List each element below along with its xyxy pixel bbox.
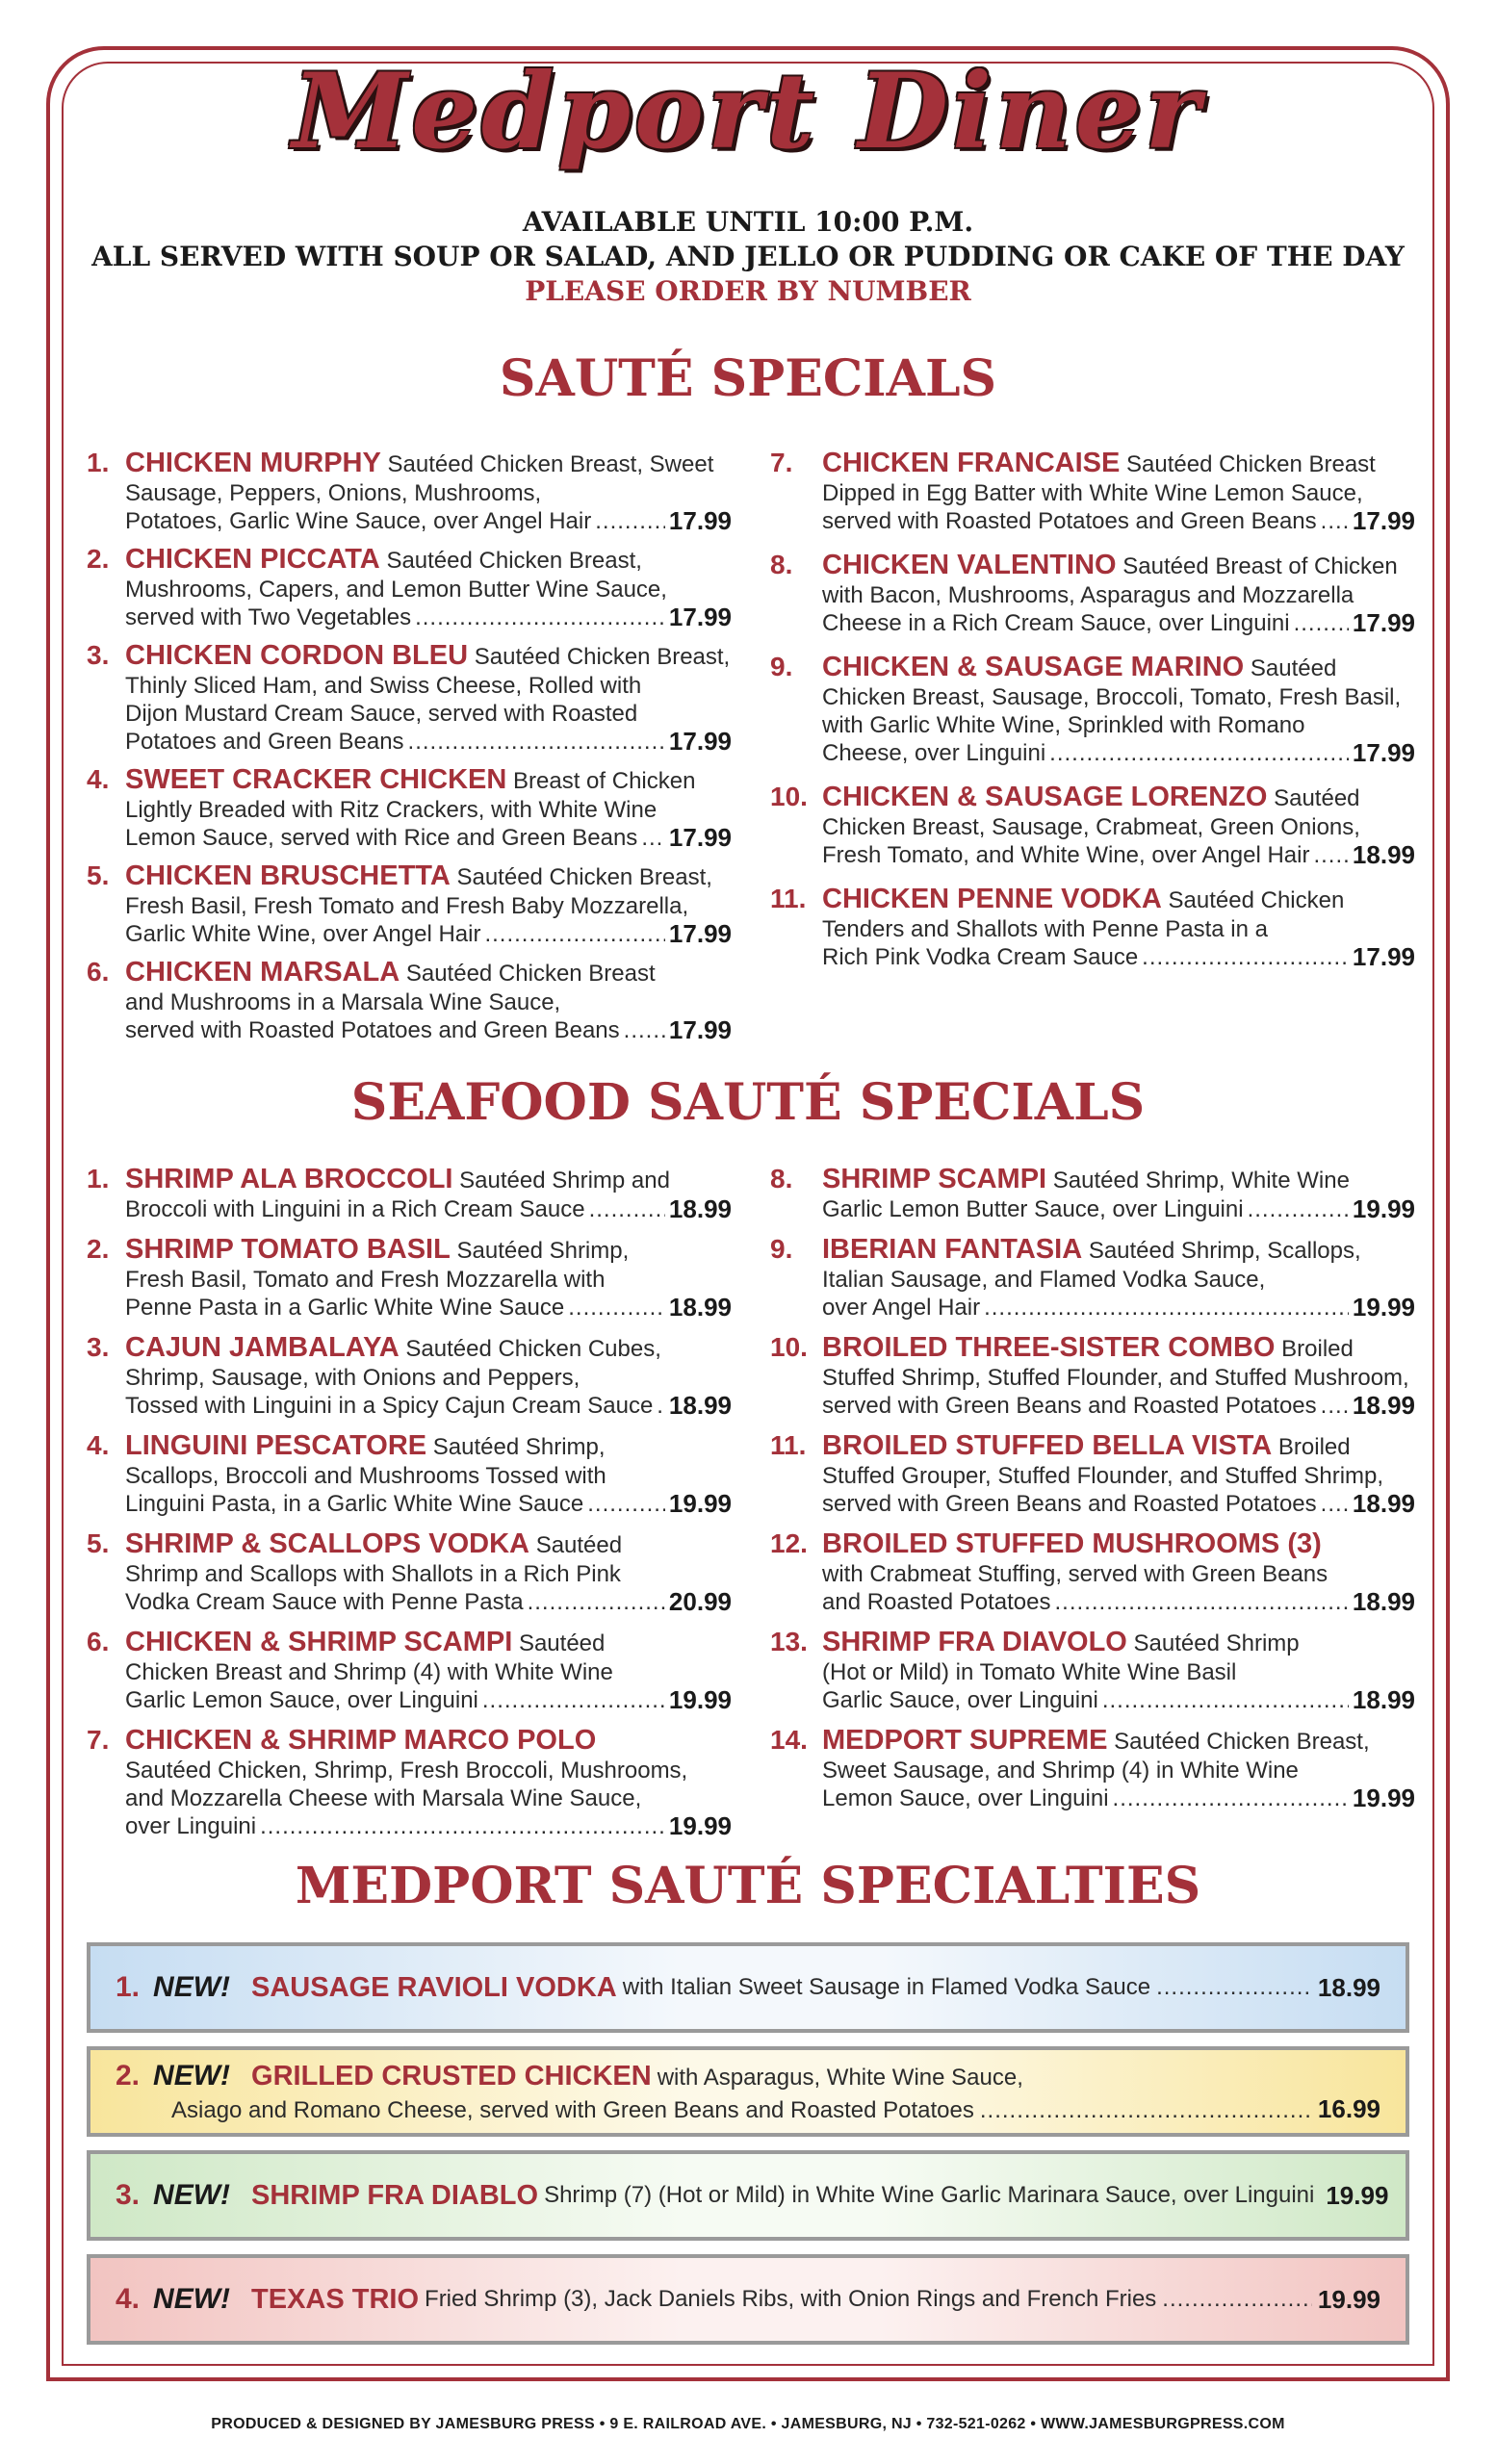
item-price: 19.99	[668, 1489, 732, 1518]
item-name: SHRIMP & SCALLOPS VODKA	[125, 1528, 530, 1559]
item-desc: Sautéed Chicken Breast,	[474, 644, 731, 670]
new-badge: NEW!	[153, 2179, 231, 2211]
item-price: 17.99	[1352, 506, 1415, 535]
seafood-specials-title: SEAFOOD SAUTÉ SPECIALS	[350, 1073, 1146, 1132]
seafood-item-14[interactable]	[770, 1724, 1415, 1812]
seafood-item-13[interactable]	[770, 1626, 1415, 1714]
item-desc: Broiled	[1277, 1434, 1351, 1460]
item-desc: with Italian Sweet Sausage in Flamed Vodka Sauce	[622, 1974, 1151, 2000]
item-number: 4.	[116, 2283, 141, 2315]
item-desc: Sautéed Shrimp,	[432, 1434, 606, 1460]
item-price: 17.99	[668, 919, 732, 948]
leader-dots	[1294, 609, 1349, 637]
item-desc: Rich Pink Vodka Cream Sauce	[822, 944, 1139, 970]
item-desc: served with Green Beans and Roasted Potatoes	[822, 1393, 1317, 1419]
item-price: 19.99	[668, 1685, 732, 1714]
item-price: 18.99	[668, 1391, 732, 1420]
seafood-item-10[interactable]	[770, 1331, 1415, 1420]
item-desc: Sautéed Shrimp,	[456, 1238, 630, 1264]
item-desc: Sautéed	[1250, 655, 1337, 681]
seafood-item-3[interactable]	[87, 1331, 732, 1420]
item-desc: and Roasted Potatoes	[822, 1589, 1051, 1615]
item-name: SHRIMP TOMATO BASIL	[125, 1234, 451, 1265]
item-number: 6.	[87, 1627, 110, 1656]
item-desc: Garlic White Wine, over Angel Hair	[125, 921, 481, 947]
item-desc: Sausage, Peppers, Onions, Mushrooms,	[125, 480, 542, 506]
leader-dots	[641, 824, 665, 852]
item-number: 5.	[87, 1528, 110, 1558]
item-name: CHICKEN PENNE VODKA	[822, 884, 1162, 914]
restaurant-logo: Medport Diner	[292, 51, 1204, 172]
item-number: 12.	[770, 1528, 808, 1558]
item-price: 16.99	[1317, 2094, 1380, 2123]
item-desc: Chicken Breast and Shrimp (4) with White Wine	[125, 1659, 613, 1685]
item-desc: Sweet Sausage, and Shrimp (4) in White Wine	[822, 1758, 1299, 1784]
leader-dots	[1321, 1490, 1349, 1518]
leader-dots	[624, 1016, 665, 1044]
item-desc: Sautéed	[518, 1630, 606, 1656]
leader-dots	[528, 1588, 665, 1616]
item-number: 10.	[770, 782, 808, 811]
item-desc: with Crabmeat Stuffing, served with Green Beans	[822, 1561, 1328, 1587]
leader-dots	[589, 1195, 665, 1223]
order-by-number-line: PLEASE ORDER BY NUMBER	[525, 275, 971, 307]
item-desc: Sautéed Shrimp and	[459, 1168, 670, 1194]
item-desc: Penne Pasta in a Garlic White Wine Sauce	[125, 1295, 565, 1321]
item-desc: Italian Sausage, and Flamed Vodka Sauce,	[822, 1267, 1266, 1293]
item-price: 18.99	[1352, 1685, 1415, 1714]
specialty-item-2[interactable]	[87, 2046, 1409, 2137]
item-name: CHICKEN PICCATA	[125, 544, 380, 575]
item-price: 17.99	[1352, 738, 1415, 767]
item-number: 4.	[87, 1430, 110, 1460]
item-desc: Potatoes and Green Beans	[125, 729, 404, 755]
item-desc: Lemon Sauce, over Linguini	[822, 1785, 1109, 1811]
item-number: 2.	[87, 544, 110, 574]
item-desc: Mushrooms, Capers, and Lemon Butter Wine Sauce,	[125, 577, 667, 603]
item-price: 17.99	[1352, 608, 1415, 637]
item-desc: Garlic Lemon Sauce, over Linguini	[125, 1687, 478, 1713]
item-desc: Sautéed	[535, 1532, 623, 1558]
leader-dots	[1321, 1392, 1349, 1420]
item-name: SHRIMP FRA DIABLO	[251, 2179, 539, 2211]
item-desc: Fried Shrimp (3), Jack Daniels Ribs, with Onion Rings and French Fries	[425, 2286, 1157, 2312]
item-name: TEXAS TRIO	[251, 2283, 420, 2315]
item-desc: Sautéed Chicken Breast,	[386, 548, 642, 574]
item-price: 20.99	[668, 1587, 732, 1616]
leader-dots	[595, 507, 665, 535]
seafood-item-4[interactable]	[87, 1429, 732, 1518]
item-name: SHRIMP ALA BROCCOLI	[125, 1164, 453, 1194]
item-price: 18.99	[1352, 840, 1415, 869]
availability-line: AVAILABLE UNTIL 10:00 P.M.	[522, 206, 974, 238]
item-desc: over Angel Hair	[822, 1295, 981, 1321]
item-price: 19.99	[668, 1811, 732, 1840]
leader-dots	[980, 2097, 1312, 2124]
saute-specials-title: SAUTÉ SPECIALS	[499, 349, 997, 408]
item-desc: Fresh Basil, Tomato and Fresh Mozzarella with	[125, 1267, 606, 1293]
item-desc: (Hot or Mild) in Tomato White Wine Basil	[822, 1659, 1237, 1685]
served-with-line: ALL SERVED WITH SOUP OR SALAD, AND JELLO OR PUDDING OR CAKE OF THE DAY	[91, 241, 1405, 272]
leader-dots	[657, 1392, 665, 1420]
item-desc: served with Two Vegetables	[125, 604, 412, 630]
item-number: 6.	[87, 957, 110, 987]
item-name: MEDPORT SUPREME	[822, 1725, 1108, 1756]
leader-dots	[484, 920, 664, 948]
leader-dots	[1313, 841, 1348, 869]
item-name: SWEET CRACKER CHICKEN	[125, 764, 507, 795]
item-desc: and Mushrooms in a Marsala Wine Sauce,	[125, 989, 561, 1015]
item-name: GRILLED CRUSTED CHICKEN	[251, 2061, 652, 2092]
item-number: 1.	[116, 1971, 141, 2003]
item-desc: Sautéed Shrimp, Scallops,	[1088, 1238, 1361, 1264]
leader-dots	[1102, 1686, 1349, 1714]
leader-dots	[408, 728, 665, 756]
item-desc: Stuffed Shrimp, Stuffed Flounder, and Stuffed Mushroom,	[822, 1365, 1409, 1391]
leader-dots	[260, 1812, 665, 1840]
item-number: 3.	[116, 2179, 141, 2211]
item-desc: Sautéed Shrimp	[1133, 1630, 1300, 1656]
item-desc: Sautéed	[1274, 785, 1360, 811]
item-number: 11.	[770, 884, 807, 913]
item-desc: Vodka Cream Sauce with Penne Pasta	[125, 1589, 524, 1615]
saute-item-10[interactable]	[770, 781, 1415, 869]
seafood-item-5[interactable]	[87, 1527, 732, 1616]
item-price: 19.99	[1352, 1293, 1415, 1322]
item-desc: Sautéed Chicken Breast,	[1114, 1729, 1370, 1755]
item-desc: Sautéed Chicken Cubes,	[405, 1336, 661, 1362]
new-badge: NEW!	[153, 1971, 231, 2003]
new-badge: NEW!	[153, 2060, 231, 2092]
saute-item-11[interactable]	[770, 883, 1415, 971]
leader-dots	[1055, 1588, 1349, 1616]
item-price: 17.99	[668, 823, 732, 852]
leader-dots	[568, 1294, 665, 1322]
seafood-right-column	[770, 1163, 1415, 1812]
leader-dots	[1142, 943, 1349, 971]
item-desc: Tossed with Linguini in a Spicy Cajun Cream Sauce	[125, 1393, 654, 1419]
seafood-left-column	[87, 1163, 732, 1840]
leader-dots	[984, 1294, 1349, 1322]
item-name: BROILED THREE-SISTER COMBO	[822, 1332, 1276, 1363]
item-desc: Potatoes, Garlic Wine Sauce, over Angel Hair	[125, 508, 592, 534]
item-number: 1.	[87, 448, 110, 477]
leader-dots	[1321, 507, 1349, 535]
item-desc: Cheese, over Linguini	[822, 740, 1046, 766]
leader-dots	[587, 1490, 665, 1518]
seafood-item-9[interactable]	[770, 1233, 1415, 1322]
item-price: 18.99	[1352, 1391, 1415, 1420]
item-desc: Garlic Lemon Butter Sauce, over Linguini	[822, 1196, 1244, 1222]
item-name: SHRIMP FRA DIAVOLO	[822, 1627, 1127, 1657]
leader-dots	[1156, 1974, 1312, 2001]
item-desc: and Mozzarella Cheese with Marsala Wine Sauce,	[125, 1785, 642, 1811]
specialties-title: MEDPORT SAUTÉ SPECIALTIES	[295, 1857, 1201, 1915]
saute-item-9[interactable]	[770, 651, 1415, 767]
item-name: CHICKEN & SHRIMP MARCO POLO	[125, 1725, 597, 1756]
item-price: 17.99	[668, 603, 732, 631]
item-desc: Sautéed Shrimp, White Wine	[1052, 1168, 1350, 1194]
saute-item-1[interactable]	[87, 447, 732, 535]
item-price: 18.99	[1317, 1972, 1380, 2002]
item-number: 10.	[770, 1332, 808, 1362]
item-desc: Chicken Breast, Sausage, Crabmeat, Green Onions,	[822, 814, 1360, 840]
item-desc: Fresh Basil, Fresh Tomato and Fresh Baby Mozzarella,	[125, 893, 689, 919]
item-desc: served with Roasted Potatoes and Green Beans	[125, 1017, 620, 1043]
item-desc: Cheese in a Rich Cream Sauce, over Linguini	[822, 610, 1290, 636]
item-number: 14.	[770, 1725, 808, 1755]
item-name: CHICKEN FRANCAISE	[822, 448, 1121, 478]
item-number: 4.	[87, 764, 110, 794]
specialty-item-4[interactable]	[87, 2254, 1409, 2345]
item-price: 19.99	[1352, 1194, 1415, 1223]
item-desc: Sautéed Chicken Breast	[405, 961, 656, 987]
item-desc: Asiago and Romano Cheese, served with Green Beans and Roasted Potatoes	[171, 2097, 974, 2123]
item-desc: with Bacon, Mushrooms, Asparagus and Mozzarella	[822, 582, 1354, 608]
item-desc: Fresh Tomato, and White Wine, over Angel Hair	[822, 842, 1310, 868]
item-number: 3.	[87, 640, 110, 670]
item-price: 18.99	[668, 1293, 732, 1322]
item-number: 7.	[87, 1725, 110, 1755]
leader-dots	[1113, 1784, 1349, 1812]
item-number: 3.	[87, 1332, 110, 1362]
item-desc: over Linguini	[125, 1813, 257, 1839]
saute-item-6[interactable]	[87, 956, 732, 1044]
item-name: CHICKEN MARSALA	[125, 957, 400, 988]
item-price: 19.99	[1317, 2284, 1380, 2314]
item-name: IBERIAN FANTASIA	[822, 1234, 1083, 1265]
seafood-item-12[interactable]	[770, 1527, 1415, 1616]
seafood-item-7[interactable]	[87, 1724, 732, 1840]
saute-item-2[interactable]	[87, 543, 732, 631]
item-price: 19.99	[1352, 1784, 1415, 1812]
saute-item-4[interactable]	[87, 763, 732, 852]
item-price: 19.99	[1326, 2180, 1389, 2210]
item-desc: Sautéed Chicken	[1168, 887, 1345, 913]
item-name: LINGUINI PESCATORE	[125, 1430, 427, 1461]
item-name: BROILED STUFFED MUSHROOMS (3)	[822, 1528, 1322, 1559]
leader-dots	[1162, 2286, 1312, 2313]
saute-item-7[interactable]	[770, 447, 1415, 535]
item-number: 11.	[770, 1430, 807, 1460]
item-desc: Shrimp and Scallops with Shallots in a Rich Pink	[125, 1561, 621, 1587]
item-number: 2.	[116, 2060, 141, 2092]
item-desc: Sautéed Chicken Breast, Sweet	[387, 451, 714, 477]
item-name: CHICKEN MURPHY	[125, 448, 381, 478]
saute-item-3[interactable]	[87, 639, 732, 756]
specialty-item-3[interactable]	[87, 2150, 1409, 2241]
item-name: SAUSAGE RAVIOLI VODKA	[251, 1971, 617, 2003]
saute-right-column	[770, 447, 1415, 971]
item-price: 18.99	[668, 1194, 732, 1223]
item-number: 1.	[87, 1164, 110, 1194]
item-number: 13.	[770, 1627, 808, 1656]
item-name: CHICKEN BRUSCHETTA	[125, 860, 451, 891]
item-desc: Chicken Breast, Sausage, Broccoli, Tomato, Fresh Basil,	[822, 684, 1402, 710]
item-price: 17.99	[668, 727, 732, 756]
item-price: 18.99	[1352, 1489, 1415, 1518]
item-number: 8.	[770, 550, 793, 579]
printer-credit: PRODUCED & DESIGNED BY JAMESBURG PRESS • 9 E. RAILROAD AVE. • JAMESBURG, NJ • 732-521-0262 • WWW.JAMESBURGPRESS.COM	[211, 2416, 1285, 2432]
item-name: CHICKEN & SAUSAGE LORENZO	[822, 782, 1268, 812]
item-desc: Sautéed Chicken, Shrimp, Fresh Broccoli, Mushrooms,	[125, 1758, 688, 1784]
item-desc: Tenders and Shallots with Penne Pasta in a	[822, 916, 1268, 942]
specialty-item-1[interactable]	[87, 1942, 1409, 2033]
item-price: 17.99	[1352, 942, 1415, 971]
item-name: CHICKEN VALENTINO	[822, 550, 1117, 580]
item-desc: with Asparagus, White Wine Sauce,	[657, 2065, 1023, 2091]
item-number: 9.	[770, 1234, 793, 1264]
item-desc: Linguini Pasta, in a Garlic White Wine Sauce	[125, 1491, 584, 1517]
item-desc: Garlic Sauce, over Linguini	[822, 1687, 1098, 1713]
item-name: CHICKEN & SAUSAGE MARINO	[822, 652, 1245, 682]
item-name: SHRIMP SCAMPI	[822, 1164, 1047, 1194]
item-desc: Broiled	[1281, 1336, 1354, 1362]
item-name: BROILED STUFFED BELLA VISTA	[822, 1430, 1273, 1461]
seafood-item-2[interactable]	[87, 1233, 732, 1322]
item-desc: Stuffed Grouper, Stuffed Flounder, and Stuffed Shrimp,	[822, 1463, 1384, 1489]
item-desc: Scallops, Broccoli and Mushrooms Tossed with	[125, 1463, 606, 1489]
seafood-item-8[interactable]	[770, 1163, 1415, 1223]
item-desc: Sautéed Breast of Chicken	[1122, 553, 1398, 579]
item-desc: served with Roasted Potatoes and Green Beans	[822, 508, 1317, 534]
saute-left-column	[87, 447, 732, 1044]
item-desc: Dipped in Egg Batter with White Wine Lemon Sauce,	[822, 480, 1363, 506]
item-price: 17.99	[668, 1015, 732, 1044]
saute-item-5[interactable]	[87, 860, 732, 948]
item-name: CHICKEN CORDON BLEU	[125, 640, 469, 671]
leader-dots	[1049, 739, 1349, 767]
new-badge: NEW!	[153, 2283, 231, 2315]
item-desc: Dijon Mustard Cream Sauce, served with Roasted	[125, 701, 638, 727]
leader-dots	[1248, 1195, 1349, 1223]
item-number: 2.	[87, 1234, 110, 1264]
seafood-item-1[interactable]	[87, 1163, 732, 1223]
item-desc: Shrimp, Sausage, with Onions and Peppers,	[125, 1365, 580, 1391]
item-desc: Broccoli with Linguini in a Rich Cream Sauce	[125, 1196, 585, 1222]
item-number: 9.	[770, 652, 793, 681]
item-desc: Sautéed Chicken Breast	[1126, 451, 1376, 477]
item-number: 5.	[87, 860, 110, 890]
item-desc: Sautéed Chicken Breast,	[456, 864, 712, 890]
item-desc: served with Green Beans and Roasted Potatoes	[822, 1491, 1317, 1517]
saute-item-8[interactable]	[770, 549, 1415, 637]
item-price: 18.99	[1352, 1587, 1415, 1616]
item-desc: Lightly Breaded with Ritz Crackers, with White Wine	[125, 797, 658, 823]
item-desc: Lemon Sauce, served with Rice and Green Beans	[125, 825, 638, 851]
item-number: 8.	[770, 1164, 793, 1194]
seafood-item-11[interactable]	[770, 1429, 1415, 1518]
item-name: CHICKEN & SHRIMP SCAMPI	[125, 1627, 513, 1657]
item-price: 17.99	[668, 506, 732, 535]
item-desc: Shrimp (7) (Hot or Mild) in White Wine Garlic Marinara Sauce, over Linguini	[544, 2182, 1315, 2208]
leader-dots	[415, 603, 665, 631]
item-desc: Thinly Sliced Ham, and Swiss Cheese, Rolled with	[125, 673, 642, 699]
seafood-item-6[interactable]	[87, 1626, 732, 1714]
leader-dots	[482, 1686, 665, 1714]
item-name: CAJUN JAMBALAYA	[125, 1332, 400, 1363]
item-desc: with Garlic White Wine, Sprinkled with Romano	[822, 712, 1305, 738]
item-desc: Breast of Chicken	[513, 768, 696, 794]
item-number: 7.	[770, 448, 793, 477]
